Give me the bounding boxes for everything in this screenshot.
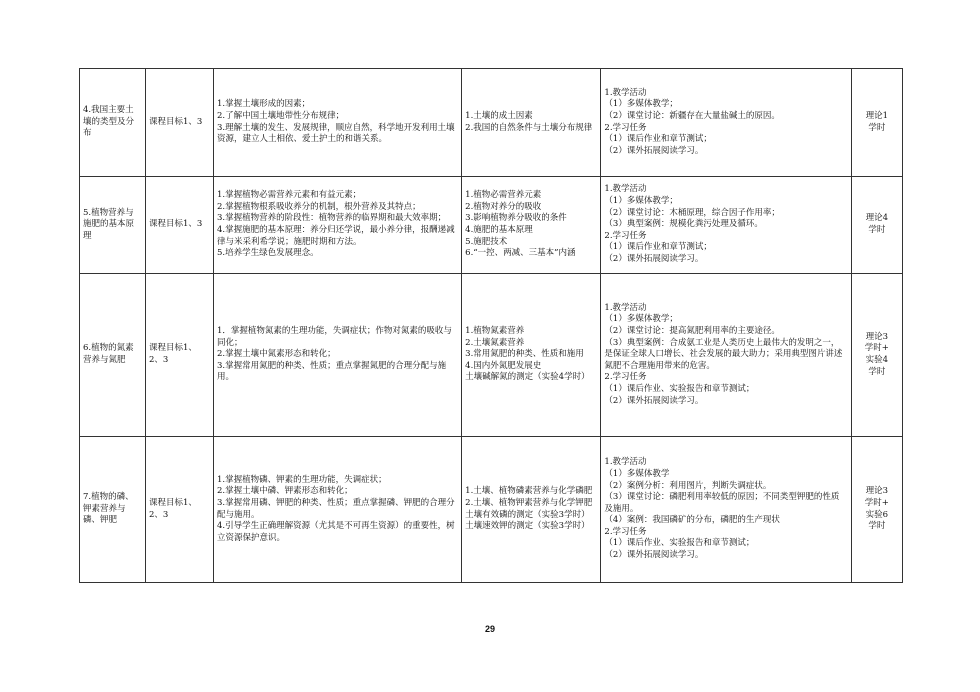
contents-cell-line: 土壤碱解氮的测定（实验4学时）: [465, 372, 590, 383]
goal-cell: 课程目标1、2、3: [145, 437, 213, 583]
contents-cell-line: 2.土壤氮素营养: [465, 337, 525, 348]
contents-cell-line: 4.国内外氮肥发展史: [465, 360, 542, 371]
chapter-cell: 4.我国主要土壤的类型及分布: [80, 69, 146, 177]
contents-cell-line: 土壤速效钾的测定（实验3学时）: [465, 521, 590, 532]
hours-cell-line: 学时: [868, 225, 886, 235]
activities-cell-line: 2.学习任务: [604, 526, 647, 537]
requirements-cell-line: 4.引导学生正确理解资源（尤其是不可再生资源）的重要性，树立资源保护意识。: [217, 521, 455, 543]
contents-cell-line: 2.植物对养分的吸收: [465, 201, 542, 212]
contents-cell-line: 土壤有效磷的测定（实验3学时）: [465, 509, 590, 520]
activities-cell-line: （3）典型案例：合成氨工业是人类历史上最伟大的发明之一，是保证全球人口增长、社会发展的最大助力；采用典型图片讲述氮肥不合理施用带来的危害。: [604, 337, 843, 371]
syllabus-table: [79, 68, 903, 583]
contents-cell-line: 2.土壤、植物钾素营养与化学钾肥: [465, 497, 593, 508]
activities-cell-line: 2.学习任务: [604, 372, 647, 383]
contents-cell: [462, 177, 601, 274]
contents-cell-line: 3.常用氮肥的种类、性质和施用: [465, 349, 584, 360]
requirements-cell-line: 2.掌握土壤中氮素形态和转化；: [217, 349, 336, 360]
syllabus-table-body: [80, 69, 903, 583]
activities-cell-line: 2.学习任务: [604, 230, 647, 241]
requirements-cell: [214, 69, 462, 177]
activities-cell: [601, 437, 851, 583]
requirements-cell-line: 1.掌握植物磷、钾素的生理功能，失调症状；: [217, 474, 387, 485]
activities-cell-line: （2）课外拓展阅读学习。: [604, 145, 704, 156]
goal-cell: 课程目标1、3: [145, 177, 213, 274]
activities-cell-line: 1.教学活动: [604, 457, 647, 468]
activities-cell-line: （1）多媒体教学；: [604, 314, 678, 325]
contents-cell-line: 1.植物氮素营养: [465, 326, 525, 337]
contents-cell-line: 6.“一控、两减、三基本”内涵: [465, 248, 576, 259]
contents-cell-line: 1.土壤、植物磷素营养与化学磷肥: [465, 486, 593, 497]
hours-cell: [851, 437, 902, 583]
activities-cell-line: （3）典型案例：规模化粪污处理及循环。: [604, 219, 763, 230]
hours-cell-line: 理论3: [865, 486, 889, 497]
requirements-cell-line: 1.掌握植物必需营养元素和有益元素；: [217, 190, 362, 201]
requirements-cell-line: 1.掌握土壤形成的因素；: [217, 99, 311, 110]
activities-cell-line: （1）多媒体教学: [604, 468, 670, 479]
activities-cell-line: （1）多媒体教学；: [604, 99, 678, 110]
activities-cell-line: （4）案例：我国磷矿的分布，磷肥的生产现状: [604, 515, 780, 526]
activities-cell: [601, 69, 851, 177]
contents-cell-line: 4.施肥的基本原理: [465, 225, 533, 235]
activities-cell-line: 1.教学活动: [604, 302, 647, 313]
activities-cell-line: 1.教学活动: [604, 87, 647, 98]
table-row: [80, 274, 903, 437]
requirements-cell-line: 3.理解土壤的发生、发展规律，顺应自然，科学地开发利用土壤资源，建立人土相依、爱土护土的和谐关系。: [217, 122, 455, 145]
requirements-cell-line: 3.掌握植物营养的阶段性：植物营养的临界期和最大效率期；: [217, 213, 447, 224]
requirements-cell-line: 2.掌握土壤中磷、钾素形态和转化；: [217, 486, 353, 497]
requirements-cell: [214, 437, 462, 583]
requirements-cell-line: 3.掌握常用氮肥的种类、性质；重点掌握氮肥的合理分配与施用。: [217, 360, 447, 383]
hours-cell: [851, 274, 902, 437]
table-row: [80, 437, 903, 583]
activities-cell-line: （2）课堂讨论：提高氮肥利用率的主要途径。: [604, 326, 780, 337]
activities-cell-line: （2）课外拓展阅读学习。: [604, 550, 704, 561]
contents-cell: [462, 437, 601, 583]
hours-cell: [851, 177, 902, 274]
chapter-cell: 7.植物的磷、钾素营养与磷、钾肥: [80, 437, 146, 583]
hours-cell-line: 理论3: [865, 331, 889, 342]
activities-cell-line: （1）多媒体教学；: [604, 196, 678, 207]
activities-cell: [601, 274, 851, 437]
activities-cell: [601, 177, 851, 274]
hours-cell-line: 实验6: [865, 509, 889, 520]
hours-cell-line: 理论1: [865, 110, 889, 121]
chapter-cell: 5.植物营养与施肥的基本原理: [80, 177, 146, 274]
requirements-cell-line: 1．掌握植物氮素的生理功能，失调症状；作物对氮素的吸收与同化；: [217, 326, 452, 348]
goal-cell: 课程目标1、2、3: [145, 274, 213, 437]
page-number: 29: [484, 624, 495, 634]
hours-cell-line: 实验4: [865, 355, 889, 365]
activities-cell-line: （2）案例分析：利用图片，判断失调症状。: [604, 480, 772, 491]
activities-cell-line: （2）课外拓展阅读学习。: [604, 395, 704, 406]
requirements-cell-line: 5.培养学生绿色发展理念。: [217, 248, 319, 259]
requirements-cell-line: 2.掌握植物根系吸收养分的机制，根外营养及其特点；: [217, 201, 421, 212]
activities-cell-line: 1.教学活动: [604, 184, 647, 195]
contents-cell-line: 5.施肥技术: [465, 236, 508, 247]
table-row: [80, 69, 903, 177]
activities-cell-line: （2）课堂讨论：木桶原理，综合因子作用率；: [604, 207, 780, 218]
chapter-cell: 6.植物的氮素营养与氮肥: [80, 274, 146, 437]
hours-cell: [851, 69, 902, 177]
contents-cell-line: 2.我国的自然条件与土壤分布规律: [465, 122, 593, 133]
activities-cell-line: （1）课后作业和章节测试；: [604, 134, 712, 145]
contents-cell-line: 1.土壤的成土因素: [465, 110, 533, 121]
contents-cell: [462, 274, 601, 437]
contents-cell-line: 3.影响植物养分吸收的条件: [465, 213, 567, 224]
requirements-cell-line: 2.了解中国土壤地带性分布规律；: [217, 110, 345, 121]
hours-cell-line: 学时: [868, 122, 886, 133]
requirements-cell-line: 3.掌握常用磷、钾肥的种类、性质；重点掌握磷、钾肥的合理分配与施用。: [217, 497, 455, 520]
hours-cell-line: 学时+: [864, 497, 889, 508]
hours-cell-line: 学时: [868, 521, 886, 532]
activities-cell-line: （2）课外拓展阅读学习。: [604, 253, 704, 264]
activities-cell-line: （1）课后作业、实验报告和章节测试；: [604, 383, 755, 394]
activities-cell-line: （3）课堂讨论：磷肥利用率较低的原因；不同类型钾肥的性质及施用。: [604, 492, 840, 514]
activities-cell-line: 2.学习任务: [604, 122, 647, 133]
requirements-cell-line: 4.掌握施肥的基本原理：养分归还学说，最小养分律，报酬递减律与米采利希学说；施肥时期和方法。: [217, 225, 455, 247]
goal-cell: 课程目标1、3: [145, 69, 213, 177]
requirements-cell: [214, 177, 462, 274]
contents-cell: [462, 69, 601, 177]
table-row: [80, 177, 903, 274]
hours-cell-line: 学时+: [864, 343, 889, 354]
hours-cell-line: 理论4: [865, 213, 889, 224]
activities-cell-line: （1）课后作业、实验报告和章节测试；: [604, 538, 755, 549]
hours-cell-line: 学时: [868, 366, 886, 377]
activities-cell-line: （2）课堂讨论：新疆存在大量盐碱土的原因。: [604, 110, 780, 121]
contents-cell-line: 1.植物必需营养元素: [465, 190, 542, 201]
requirements-cell: [214, 274, 462, 437]
activities-cell-line: （1）课后作业和章节测试；: [604, 242, 712, 253]
